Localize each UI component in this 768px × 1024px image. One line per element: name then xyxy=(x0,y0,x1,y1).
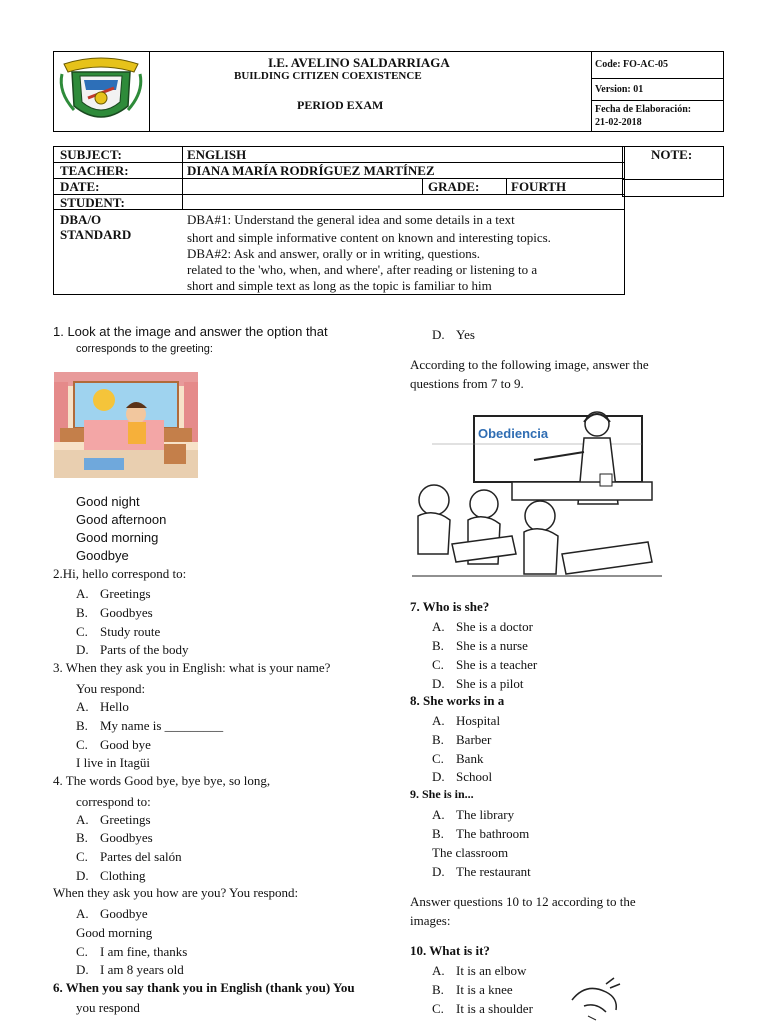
option-letter: C. xyxy=(76,737,88,752)
header-box xyxy=(53,51,724,132)
option-letter: B. xyxy=(432,638,444,653)
board-word: Obediencia xyxy=(478,426,549,441)
option-text: Bank xyxy=(456,751,484,766)
option-letter: C. xyxy=(432,657,444,672)
q1-option: Goodbye xyxy=(76,548,129,563)
option-letter: C. xyxy=(432,751,444,766)
question-6: 6. When you say thank you in English (thank you) You xyxy=(53,980,355,995)
option-letter: D. xyxy=(432,864,445,879)
q5-option-c xyxy=(76,944,187,960)
option-text: Hello xyxy=(100,699,129,714)
q1-option: Good afternoon xyxy=(76,512,167,527)
note-box xyxy=(622,146,724,197)
option-text: Goodbyes xyxy=(100,605,153,620)
date-label: DATE: xyxy=(60,179,100,194)
option-text: Yes xyxy=(456,327,475,342)
q1-option: Good morning xyxy=(76,530,159,545)
q3-option-b xyxy=(76,718,223,734)
q5-option-b: Good morning xyxy=(76,925,153,940)
option-letter: D. xyxy=(76,868,89,883)
option-text: Study route xyxy=(100,624,161,639)
option-text: Clothing xyxy=(100,868,146,883)
q9-option-c: The classroom xyxy=(432,845,509,860)
school-name: I.E. AVELINO SALDARRIAGA xyxy=(268,55,450,70)
q4-option-c xyxy=(76,849,182,865)
q9-option-b xyxy=(432,826,529,842)
option-text: Goodbyes xyxy=(100,830,153,845)
q2-option-c xyxy=(76,624,160,640)
q9-option-d xyxy=(432,864,531,880)
dba-line: short and simple text as long as the topic is familiar to him xyxy=(187,278,492,293)
doc-date-label: Fecha de Elaboración: xyxy=(595,104,692,115)
option-letter: A. xyxy=(432,807,445,822)
q8-option-a xyxy=(432,713,500,729)
option-text: Partes del salón xyxy=(100,849,182,864)
teacher-label: TEACHER: xyxy=(60,163,129,178)
intro-q7-9-cont: questions from 7 to 9. xyxy=(410,376,524,391)
question-4-cont: correspond to: xyxy=(76,794,151,809)
option-text: It is a shoulder xyxy=(456,1001,533,1016)
q7-option-d xyxy=(432,676,524,692)
q10-option-c xyxy=(432,1001,533,1017)
option-letter: C. xyxy=(76,624,88,639)
option-text: She is a pilot xyxy=(456,676,524,691)
dba-line: related to the 'who, when, and where', after reading or listening to a xyxy=(187,262,538,277)
q1-option: Good night xyxy=(76,494,140,509)
exam-title: PERIOD EXAM xyxy=(297,98,384,112)
dba-line: DBA#1: Understand the general idea and some details in a text xyxy=(187,212,515,227)
option-letter: C. xyxy=(76,849,88,864)
question-6-cont: you respond xyxy=(76,1000,140,1015)
q7-option-c xyxy=(432,657,537,673)
intro-q10-12: Answer questions 10 to 12 according to the xyxy=(410,894,636,909)
standard-label: STANDARD xyxy=(60,227,132,242)
q2-option-a xyxy=(76,586,151,602)
option-letter: A. xyxy=(432,619,445,634)
question-7: 7. Who is she? xyxy=(410,599,490,614)
option-letter: B. xyxy=(76,718,88,733)
dba-line: short and simple informative content on known and interesting topics. xyxy=(187,230,551,245)
q10-option-a xyxy=(432,963,526,979)
option-text: Greetings xyxy=(100,812,151,827)
school-crest-logo xyxy=(54,52,149,131)
option-letter: A. xyxy=(432,713,445,728)
option-text: She is a nurse xyxy=(456,638,528,653)
question-8: 8. She works in a xyxy=(410,693,505,708)
option-text: The library xyxy=(456,807,515,822)
option-letter: D. xyxy=(76,962,89,977)
q9-option-a xyxy=(432,807,514,823)
option-letter: A. xyxy=(76,906,89,921)
option-letter: B. xyxy=(76,830,88,845)
option-letter: D. xyxy=(432,327,445,342)
student-info-table xyxy=(53,146,625,295)
option-text: I am 8 years old xyxy=(100,962,184,977)
option-text: Greetings xyxy=(100,586,151,601)
question-4: 4. The words Good bye, bye bye, so long, xyxy=(53,773,271,788)
dba-line: DBA#2: Ask and answer, orally or in writing, questions. xyxy=(187,246,481,261)
option-letter: C. xyxy=(432,1001,444,1016)
option-text: My name is _________ xyxy=(100,718,224,733)
option-letter: B. xyxy=(432,732,444,747)
option-text: The restaurant xyxy=(456,864,531,879)
q4-option-b xyxy=(76,830,153,846)
document-code-cell xyxy=(591,52,724,131)
subject-value: ENGLISH xyxy=(187,147,247,162)
q8-option-b xyxy=(432,732,491,748)
option-letter: D. xyxy=(76,642,89,657)
question-3-cont: You respond: xyxy=(76,681,146,696)
question-5: When they ask you how are you? You respond: xyxy=(53,885,299,900)
option-letter: B. xyxy=(432,826,444,841)
option-letter: A. xyxy=(76,812,89,827)
question-10: 10. What is it? xyxy=(410,943,490,958)
q7-option-b xyxy=(432,638,528,654)
option-text: It is an elbow xyxy=(456,963,527,978)
option-text: I am fine, thanks xyxy=(100,944,188,959)
classroom-teacher-image xyxy=(412,404,662,582)
option-text: Good bye xyxy=(100,737,151,752)
student-label: STUDENT: xyxy=(60,195,125,210)
option-text: Hospital xyxy=(456,713,501,728)
q3-option-extra: I live in Itagüi xyxy=(76,755,151,770)
option-letter: A. xyxy=(76,586,89,601)
grade-value: FOURTH xyxy=(511,179,567,194)
q2-option-b xyxy=(76,605,153,621)
option-text: Barber xyxy=(456,732,492,747)
option-text: It is a knee xyxy=(456,982,513,997)
option-text: School xyxy=(456,769,493,784)
logo-cell xyxy=(54,52,150,131)
teacher-value: DIANA MARÍA RODRÍGUEZ MARTÍNEZ xyxy=(187,163,435,178)
option-text: Parts of the body xyxy=(100,642,189,657)
doc-date-value: 21-02-2018 xyxy=(595,117,642,128)
girl-waking-up-image xyxy=(54,372,198,478)
option-letter: D. xyxy=(432,769,445,784)
question-9: 9. She is in... xyxy=(410,787,474,801)
intro-q7-9: According to the following image, answer the xyxy=(410,357,649,372)
q2-option-d xyxy=(76,642,188,658)
q3-option-c xyxy=(76,737,151,753)
option-letter: D. xyxy=(432,676,445,691)
option-letter: A. xyxy=(432,963,445,978)
intro-q10-12-cont: images: xyxy=(410,913,451,928)
option-letter: B. xyxy=(432,982,444,997)
dba-label: DBA/O xyxy=(60,212,102,227)
grade-label: GRADE: xyxy=(428,179,480,194)
option-letter: C. xyxy=(76,944,88,959)
q4-option-a xyxy=(76,812,151,828)
option-text: She is a teacher xyxy=(456,657,538,672)
doc-version: Version: 01 xyxy=(592,79,724,101)
doc-code: Code: FO-AC-05 xyxy=(592,52,724,79)
q3-option-a xyxy=(76,699,129,715)
option-letter: B. xyxy=(76,605,88,620)
option-letter: A. xyxy=(76,699,89,714)
q5-option-a xyxy=(76,906,148,922)
q8-option-d xyxy=(432,769,492,785)
option-text: Goodbye xyxy=(100,906,148,921)
q6-option-d xyxy=(432,327,475,343)
question-1: 1. Look at the image and answer the option that xyxy=(53,324,328,339)
q4-option-d xyxy=(76,868,146,884)
knee-pain-image xyxy=(566,976,626,1022)
note-label: NOTE: xyxy=(651,147,693,162)
doc-date xyxy=(592,101,724,131)
q5-option-d xyxy=(76,962,184,978)
school-motto: BUILDING CITIZEN COEXISTENCE xyxy=(234,70,422,82)
question-1-cont: corresponds to the greeting: xyxy=(76,343,213,355)
subject-label: SUBJECT: xyxy=(60,147,122,162)
q10-option-b xyxy=(432,982,513,998)
option-text: The bathroom xyxy=(456,826,530,841)
q7-option-a xyxy=(432,619,533,635)
question-3: 3. When they ask you in English: what is your name? xyxy=(53,660,331,675)
q8-option-c xyxy=(432,751,483,767)
option-text: She is a doctor xyxy=(456,619,533,634)
question-2: 2.Hi, hello correspond to: xyxy=(53,566,187,581)
